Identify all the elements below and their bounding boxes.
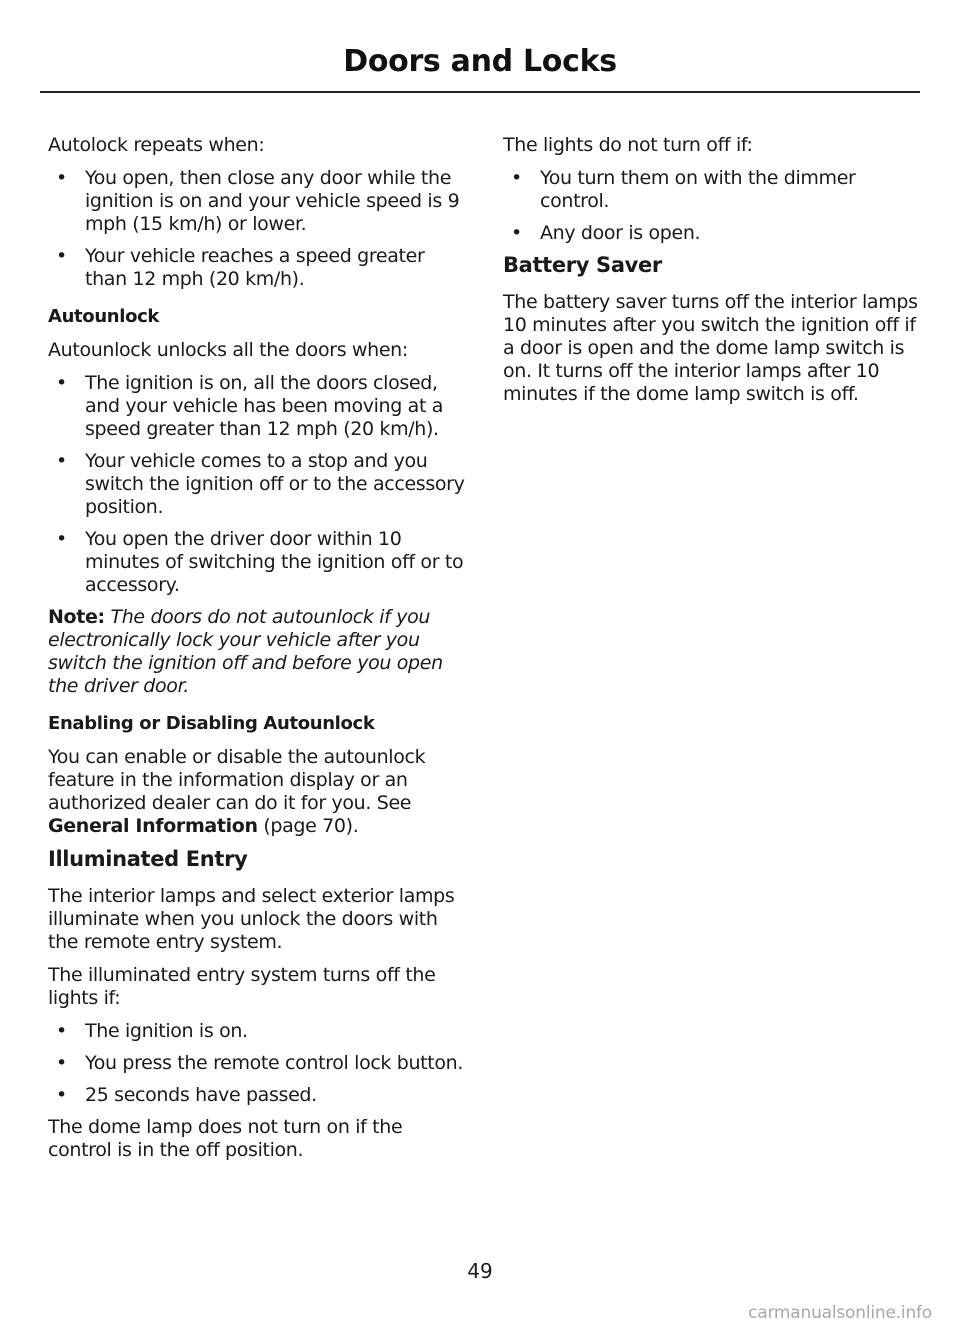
list-item bbox=[48, 245, 466, 291]
list-item-text: 25 seconds have passed. bbox=[85, 1084, 317, 1106]
list-item-text: Any door is open. bbox=[540, 222, 701, 244]
enable-autounlock-text bbox=[48, 746, 466, 838]
list-item-text: The ignition is on. bbox=[85, 1020, 248, 1042]
enable-autounlock-heading: Enabling or Disabling Autounlock bbox=[48, 713, 375, 734]
page-reference: (page 70). bbox=[263, 815, 359, 837]
note bbox=[48, 606, 466, 698]
list-item bbox=[48, 528, 466, 597]
list-item bbox=[503, 167, 921, 213]
bullet-icon: • bbox=[56, 528, 67, 550]
autounlock-heading: Autounlock bbox=[48, 306, 160, 327]
bullet-icon: • bbox=[56, 1084, 67, 1106]
list-item bbox=[503, 222, 921, 245]
list-item bbox=[48, 450, 466, 519]
list-item bbox=[48, 372, 466, 441]
list-item-text: You turn them on with the dimmer control. bbox=[540, 167, 856, 212]
note-text: The doors do not autounlock if you electronically lock your vehicle after you switch the ignition off and before you open the driver door. bbox=[48, 606, 443, 697]
list-item-text: You open the driver door within 10 minutes of switching the ignition off or to accessory. bbox=[85, 528, 464, 596]
battery-saver-heading: Battery Saver bbox=[503, 253, 662, 277]
battery-saver-text: The battery saver turns off the interior lamps 10 minutes after you switch the ignition off if a door is open and the dome lamp switch is on. It turns off the interior lamps after 10 minutes if the dome lamp switch is off. bbox=[503, 291, 918, 405]
bullet-icon: • bbox=[56, 1020, 67, 1042]
bullet-icon: • bbox=[511, 167, 522, 189]
watermark: carmanualsonline.info bbox=[748, 1303, 932, 1323]
list-item-text: Your vehicle comes to a stop and you switch the ignition off or to the accessory position. bbox=[85, 450, 465, 518]
note-label: Note: bbox=[48, 606, 105, 628]
list-item bbox=[48, 167, 466, 236]
bullet-icon: • bbox=[56, 450, 67, 472]
right-column bbox=[503, 134, 921, 416]
bullet-icon: • bbox=[511, 222, 522, 244]
list-item-text: The ignition is on, all the doors closed, and your vehicle has been moving at a speed greater than 12 mph (20 km/h). bbox=[85, 372, 444, 440]
bullet-icon: • bbox=[56, 372, 67, 394]
list-item bbox=[48, 1020, 466, 1043]
list-item-text: Your vehicle reaches a speed greater than 12 mph (20 km/h). bbox=[85, 245, 425, 290]
autounlock-intro: Autounlock unlocks all the doors when: bbox=[48, 339, 408, 361]
left-column bbox=[48, 134, 466, 1172]
autolock-intro: Autolock repeats when: bbox=[48, 134, 265, 156]
bullet-icon: • bbox=[56, 1052, 67, 1074]
list-item-text: You open, then close any door while the ignition is on and your vehicle speed is 9 mph (15 km/h) or lower. bbox=[85, 167, 460, 235]
illuminated-entry-text: The interior lamps and select exterior lamps illuminate when you unlock the doors with the remote entry system. bbox=[48, 885, 455, 953]
list-item-text: You press the remote control lock button. bbox=[85, 1052, 464, 1074]
header-divider bbox=[40, 91, 920, 93]
bullet-icon: • bbox=[56, 245, 67, 267]
general-information-link[interactable]: General Information bbox=[48, 815, 258, 837]
bullet-icon: • bbox=[56, 167, 67, 189]
illuminated-entry-conditions: The illuminated entry system turns off the lights if: bbox=[48, 964, 436, 1009]
page-title: Doors and Locks bbox=[343, 44, 617, 79]
list-item bbox=[48, 1052, 466, 1075]
list-item bbox=[48, 1084, 466, 1107]
lights-intro: The lights do not turn off if: bbox=[503, 134, 753, 156]
dome-lamp-text: The dome lamp does not turn on if the control is in the off position. bbox=[48, 1116, 403, 1161]
page-number: 49 bbox=[467, 1259, 493, 1283]
illuminated-entry-heading: Illuminated Entry bbox=[48, 847, 248, 871]
enable-text: You can enable or disable the autounlock feature in the information display or an authorized dealer can do it for you. See bbox=[48, 746, 426, 814]
